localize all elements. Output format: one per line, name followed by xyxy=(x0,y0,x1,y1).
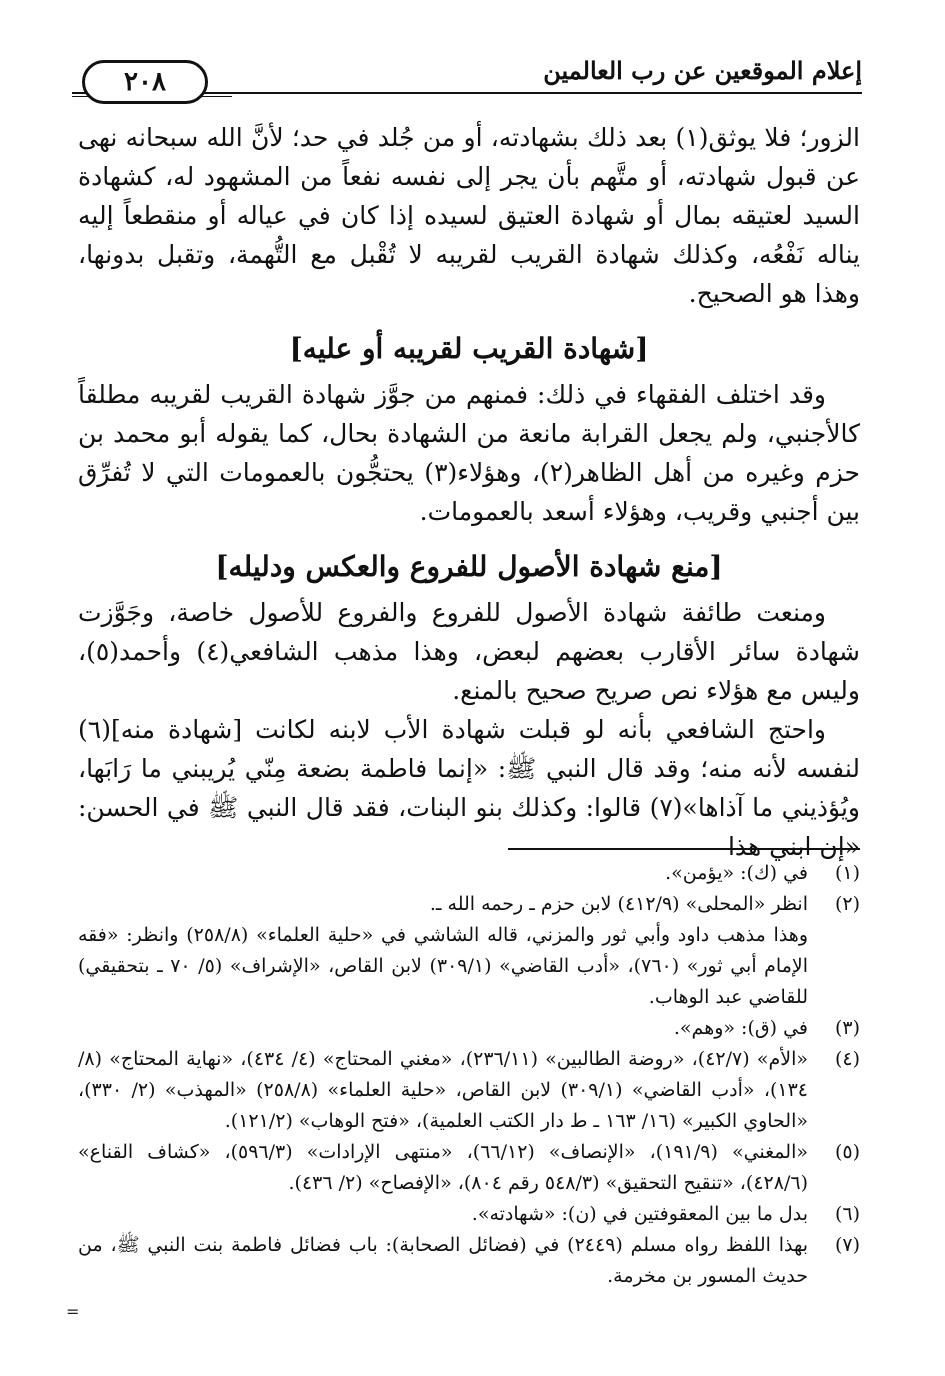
footnote-number: (٤) xyxy=(834,1048,860,1070)
footnotes xyxy=(78,858,860,1292)
page-number-badge xyxy=(82,60,208,104)
running-title: إعلام الموقعين عن رب العالمين xyxy=(543,56,862,85)
footnote xyxy=(78,1230,860,1292)
main-text xyxy=(78,118,860,866)
footnote-number: (٥) xyxy=(834,1141,860,1163)
footnote-continuation: وهذا مذهب داود وأبي ثور والمزني، قاله الشاشي في «حلية العلماء» (٢٥٨/٨) وانظر: «فقه الإمام أبي ثور» (٧٦٠)، «أدب القاضي» (٣٠٩/١) لابن القاص، «الإشراف» (٥/ ٧٠ ـ بتحقيقي) للقاضي عبد الوهاب. xyxy=(78,924,809,1008)
footnote-number: (٧) xyxy=(834,1234,860,1256)
footnote-text: انظر «المحلى» (٤١٢/٩) لابن حزم ـ رحمه الله ـ. xyxy=(429,893,808,915)
footnote-text: «المغني» (١٩١/٩)، «الإنصاف» (٦٦/١٢)، «منتهى الإرادات» (٥٩٦/٣)، «كشاف القناع» (٤٢٨/٦)، «تنقيح التحقيق» (٥٤٨/٣ رقم ٨٠٤)، «الإفصاح» (٢/ ٤٣٦). xyxy=(78,1141,808,1194)
footnote-number: (٣) xyxy=(834,1017,860,1039)
paragraph-3: ومنعت طائفة شهادة الأصول للفروع والفروع للأصول خاصة، وجَوَّزت شهادة سائر الأقارب بعضهم لبعض، وهذا مذهب الشافعي(٤) وأحمد(٥)، وليس مع هؤلاء نص صريح صحيح بالمنع. xyxy=(78,598,860,705)
footnote-number: (١) xyxy=(834,862,860,884)
section-heading-2: [منع شهادة الأصول للفروع والعكس ودليله] xyxy=(215,550,723,583)
footnote-text: في (ق): «وهم». xyxy=(673,1017,808,1039)
footnote-text: بهذا اللفظ رواه مسلم (٢٤٤٩) في (فضائل الصحابة): باب فضائل فاطمة بنت النبي ﷺ، من حديث المسور بن مخرمة. xyxy=(78,1234,808,1287)
page-header xyxy=(72,52,862,108)
footnote xyxy=(78,1199,860,1230)
section-heading-1: [شهادة القريب لقريبه أو عليه] xyxy=(289,332,649,365)
footnote-text: بدل ما بين المعقوفتين في (ن): «شهادته». xyxy=(471,1203,808,1225)
footnote xyxy=(78,1137,860,1199)
footnote-separator xyxy=(508,848,860,850)
footnote xyxy=(78,1013,860,1044)
footnote xyxy=(78,889,860,920)
footnote-number: (٦) xyxy=(834,1203,860,1225)
footnote-number: (٢) xyxy=(834,893,860,915)
paragraph-1: الزور؛ فلا يوثق(١) بعد ذلك بشهادته، أو من جُلد في حد؛ لأنَّ الله سبحانه نهى عن قبول شهادته، أو متَّهم بأن يجر إلى نفسه نفعاً من المشهود له، كشهادة السيد لعتيقه بمال أو شهادة العتيق لسيده إذا كان في عياله أو منقطعاً إليه يناله نَفْعُه، وكذلك شهادة القريب لقريبه لا تُقْبل مع التُّهمة، وتقبل بدونها، وهذا هو الصحيح. xyxy=(78,123,860,308)
footnote xyxy=(78,1044,860,1137)
footnote-text: «الأم» (٤٢/٧)، «روضة الطالبين» (٢٣٦/١١)، «مغني المحتاج» (٤/ ٤٣٤)، «نهاية المحتاج» (٨/ ١٣٤)، «أدب القاضي» (٣٠٩/١) لابن القاص، «حلية العلماء» (٢٥٨/٨) «المهذب» (٢/ ٣٣٠)، «الحاوي الكبير» (١٦/ ١٦٣ ـ ط دار الكتب العلمية)، «فتح الوهاب» (١٢١/٢). xyxy=(78,1048,809,1132)
page-number: ٢٠٨ xyxy=(124,67,166,97)
footnote xyxy=(78,858,860,889)
paragraph-2: وقد اختلف الفقهاء في ذلك: فمنهم من جوَّز شهادة القريب لقريبه مطلقاً كالأجنبي، ولم يجعل القرابة مانعة من الشهادة بحال، كما يقوله أبو محمد بن حزم وغيره من أهل الظاهر(٢)، وهؤلاء(٣) يحتجُّون بالعمومات التي لا تُفرِّق بين أجنبي وقريب، وهؤلاء أسعد بالعمومات. xyxy=(78,380,861,526)
paragraph-4: واحتج الشافعي بأنه لو قبلت شهادة الأب لابنه لكانت [شهادة منه](٦) لنفسه لأنه منه؛ وقد قال النبي ﷺ: «إنما فاطمة بضعة مِنّي يُريبني ما رَابَها، ويُؤذيني ما آذاها»(٧) قالوا: وكذلك بنو البنات، فقد قال النبي ﷺ في الحسن: «إن ابني هذا xyxy=(78,715,860,861)
footnote-text: في (ك): «يؤمن». xyxy=(665,862,808,884)
continuation-mark: = xyxy=(66,1302,80,1321)
